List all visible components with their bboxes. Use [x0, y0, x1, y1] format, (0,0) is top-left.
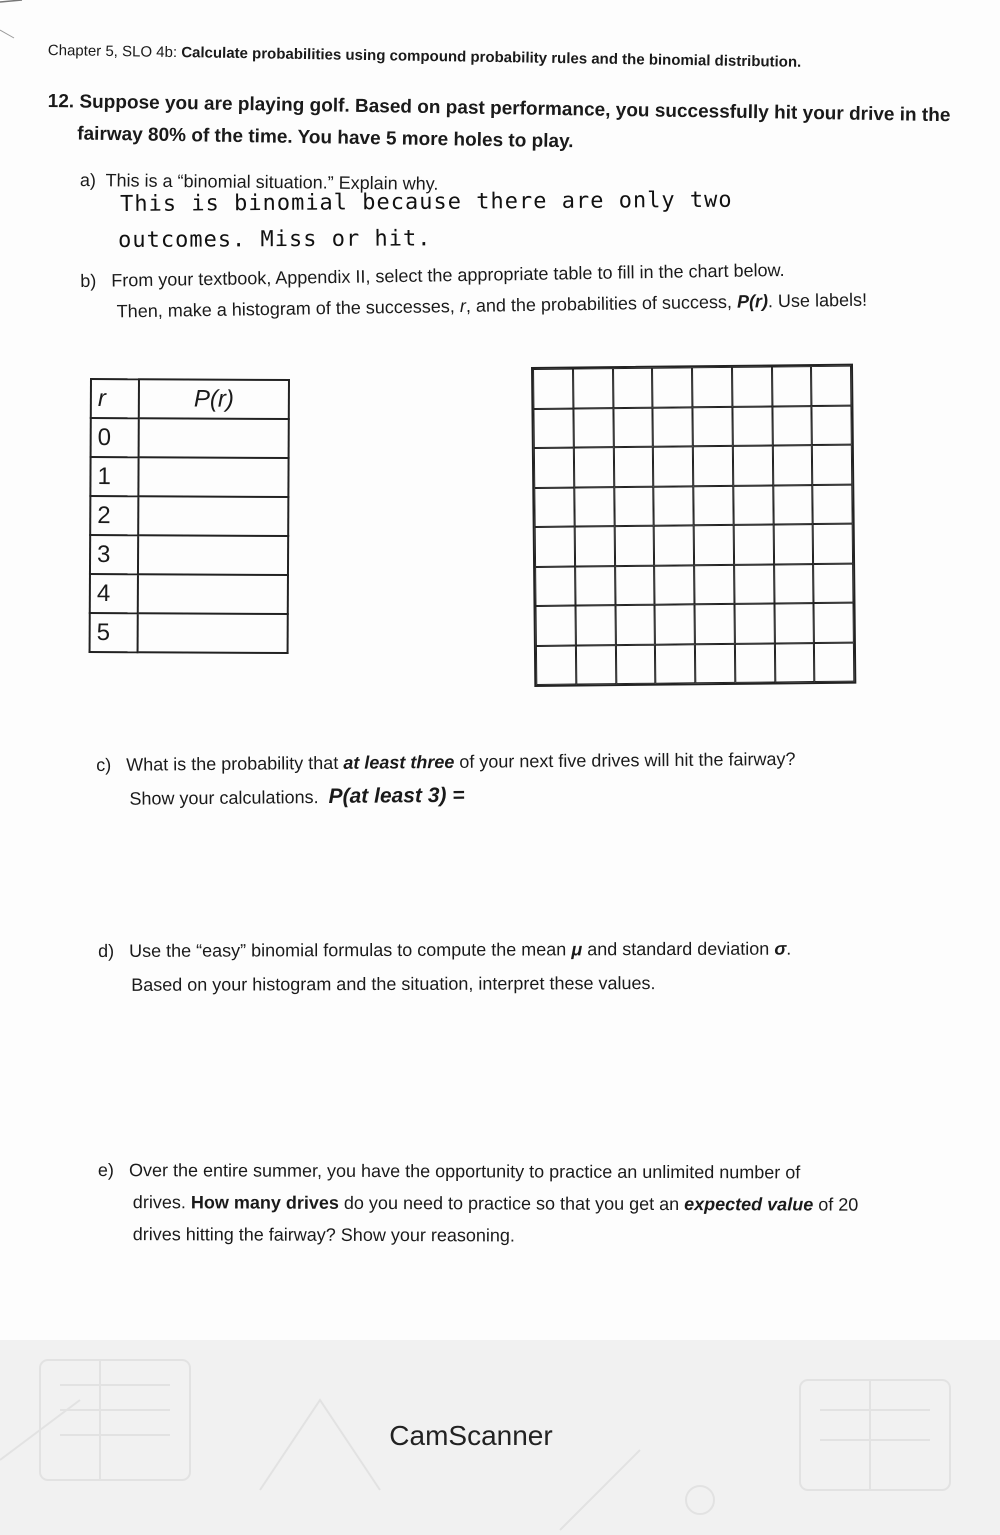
grid-cell: [732, 366, 772, 406]
grid-cell: [694, 604, 734, 644]
grid-cell: [573, 408, 613, 448]
grid-cell: [733, 445, 773, 485]
handwritten-answer-line1: This is binomial because there are only two: [120, 187, 733, 217]
grid-cell: [653, 407, 693, 447]
grid-cell: [535, 566, 575, 606]
grid-cell: [774, 564, 814, 604]
grid-cell: [574, 487, 614, 527]
probability-equation: P(at least 3) =: [328, 783, 465, 808]
grid-cell: [615, 605, 655, 645]
grid-cell: [732, 406, 772, 446]
grid-cell: [615, 644, 655, 684]
grid-cell: [614, 526, 654, 566]
part-c-prompt: c) What is the probability that at least three of your next five drives will hit the fairway? Show your calculations. P(at least 3) =: [96, 742, 796, 816]
grid-cell: [615, 565, 655, 605]
camscanner-brand: CamScanner: [389, 1420, 553, 1451]
grid-cell: [655, 604, 695, 644]
grid-cell: [733, 485, 773, 525]
table-row: 4: [90, 574, 288, 614]
part-b-line2: Then, make a histogram of the successes, r, and the probabilities of success, P(r). Use labels!: [116, 289, 868, 322]
grid-cell: [533, 369, 573, 409]
grid-cell: [813, 563, 853, 603]
part-e-label: e): [97, 1160, 114, 1181]
grid-cell: [536, 645, 576, 685]
grid-cell: [692, 406, 732, 446]
part-e-line2: drives. How many drives do you need to practice so that you get an expected value of 20: [132, 1192, 859, 1215]
chapter-title: Calculate probabilities using compound probability rules and the binomial distribution.: [181, 44, 802, 71]
grid-cell: [694, 525, 734, 565]
grid-cell: [655, 644, 695, 684]
table-header-row: [91, 379, 289, 419]
grid-cell: [774, 603, 814, 643]
grid-cell: [536, 606, 576, 646]
grid-cell: [694, 564, 734, 604]
grid-cell: [573, 368, 613, 408]
grid-cell: [812, 445, 852, 485]
part-b-prompt: [80, 254, 867, 328]
chapter-prefix: Chapter 5, SLO 4b:: [47, 42, 178, 62]
handwritten-answer-line2: outcomes. Miss or hit.: [118, 226, 432, 253]
grid-cell: [773, 524, 813, 564]
grid-cell: [574, 447, 614, 487]
part-d-label: d): [98, 940, 115, 961]
grid-cell: [613, 368, 653, 408]
grid-cell: [654, 525, 694, 565]
probability-table: [89, 378, 290, 654]
chapter-header: [48, 42, 802, 71]
grid-cell: [654, 565, 694, 605]
question-number: 12.: [47, 90, 75, 113]
grid-cell: [652, 367, 692, 407]
blank-cell[interactable]: [139, 418, 289, 458]
grid-cell: [575, 566, 615, 606]
part-c-label: c): [96, 754, 112, 775]
grid-cell: [735, 643, 775, 683]
part-e-prompt: [98, 1154, 859, 1253]
grid-cell: [653, 446, 693, 486]
grid-cell: [695, 643, 735, 683]
grid-cell: [814, 603, 854, 643]
question-12-line2: fairway 80% of the time. You have 5 more holes to play.: [77, 123, 574, 153]
grid-cell: [774, 643, 814, 683]
blank-cell[interactable]: [138, 535, 288, 575]
grid-cell: [772, 445, 812, 485]
grid-cell: [614, 486, 654, 526]
part-d-line2: Based on your histogram and the situation, interpret these values.: [131, 973, 656, 995]
grid-cell: [734, 564, 774, 604]
part-b-label: b): [80, 270, 97, 291]
sigma-symbol: σ: [774, 938, 787, 959]
blank-cell[interactable]: [138, 574, 288, 614]
table-row: 0: [91, 418, 289, 458]
part-b-line1: From your textbook, Appendix II, select the appropriate table to fill in the chart below.: [111, 259, 785, 291]
table-row: 5: [90, 613, 288, 653]
grid-cell: [772, 366, 812, 406]
mu-symbol: μ: [571, 939, 583, 960]
grid-cell: [772, 406, 812, 446]
part-d-prompt: d) Use the “easy” binomial formulas to compute the mean μ and standard deviation σ. Based on your histogram and the situation, interpret these values.: [98, 932, 791, 1002]
table-row: 2: [90, 496, 288, 536]
grid-cell: [692, 367, 732, 407]
emphasis-at-least-three: at least three: [343, 751, 455, 773]
grid-cell: [812, 484, 852, 524]
grid-cell: [613, 407, 653, 447]
blank-cell[interactable]: [138, 496, 288, 536]
grid-cell: [534, 487, 574, 527]
grid-cell: [575, 605, 615, 645]
grid-cell: [734, 603, 774, 643]
question-12-line1: Suppose you are playing golf. Based on past performance, you successfully hit your drive in the: [79, 91, 951, 127]
grid-cell: [773, 485, 813, 525]
grid-cell: [693, 446, 733, 486]
blank-cell[interactable]: [138, 613, 288, 653]
grid-cell: [811, 366, 851, 406]
grid-cell: [533, 408, 573, 448]
part-e-line1: Over the entire summer, you have the opportunity to practice an unlimited number of: [128, 1160, 801, 1183]
grid-cell: [733, 524, 773, 564]
grid-cell: [812, 405, 852, 445]
grid-cell: [693, 485, 733, 525]
table-header-r: r: [91, 379, 139, 418]
part-e-line3: drives hitting the fairway? Show your reasoning.: [132, 1224, 515, 1246]
grid-cell: [574, 526, 614, 566]
grid-cell: [814, 642, 854, 682]
table-row: 1: [90, 457, 288, 497]
table-row: 3: [90, 535, 288, 575]
table-header-p: P(r): [139, 379, 289, 419]
grid-cell: [613, 447, 653, 487]
part-c-line2: Show your calculations. P(at least 3) =: [129, 783, 465, 809]
part-a-text: This is a “binomial situation.” Explain why.: [105, 170, 439, 194]
grid-cell: [576, 645, 616, 685]
question-12: [47, 86, 951, 164]
grid-cell: [813, 524, 853, 564]
grid-cell: [535, 527, 575, 567]
grid-cell: [534, 448, 574, 488]
grid-cell: [654, 486, 694, 526]
blank-cell[interactable]: [138, 457, 288, 497]
histogram-grid[interactable]: [531, 364, 856, 687]
part-a-label: a): [79, 170, 97, 191]
